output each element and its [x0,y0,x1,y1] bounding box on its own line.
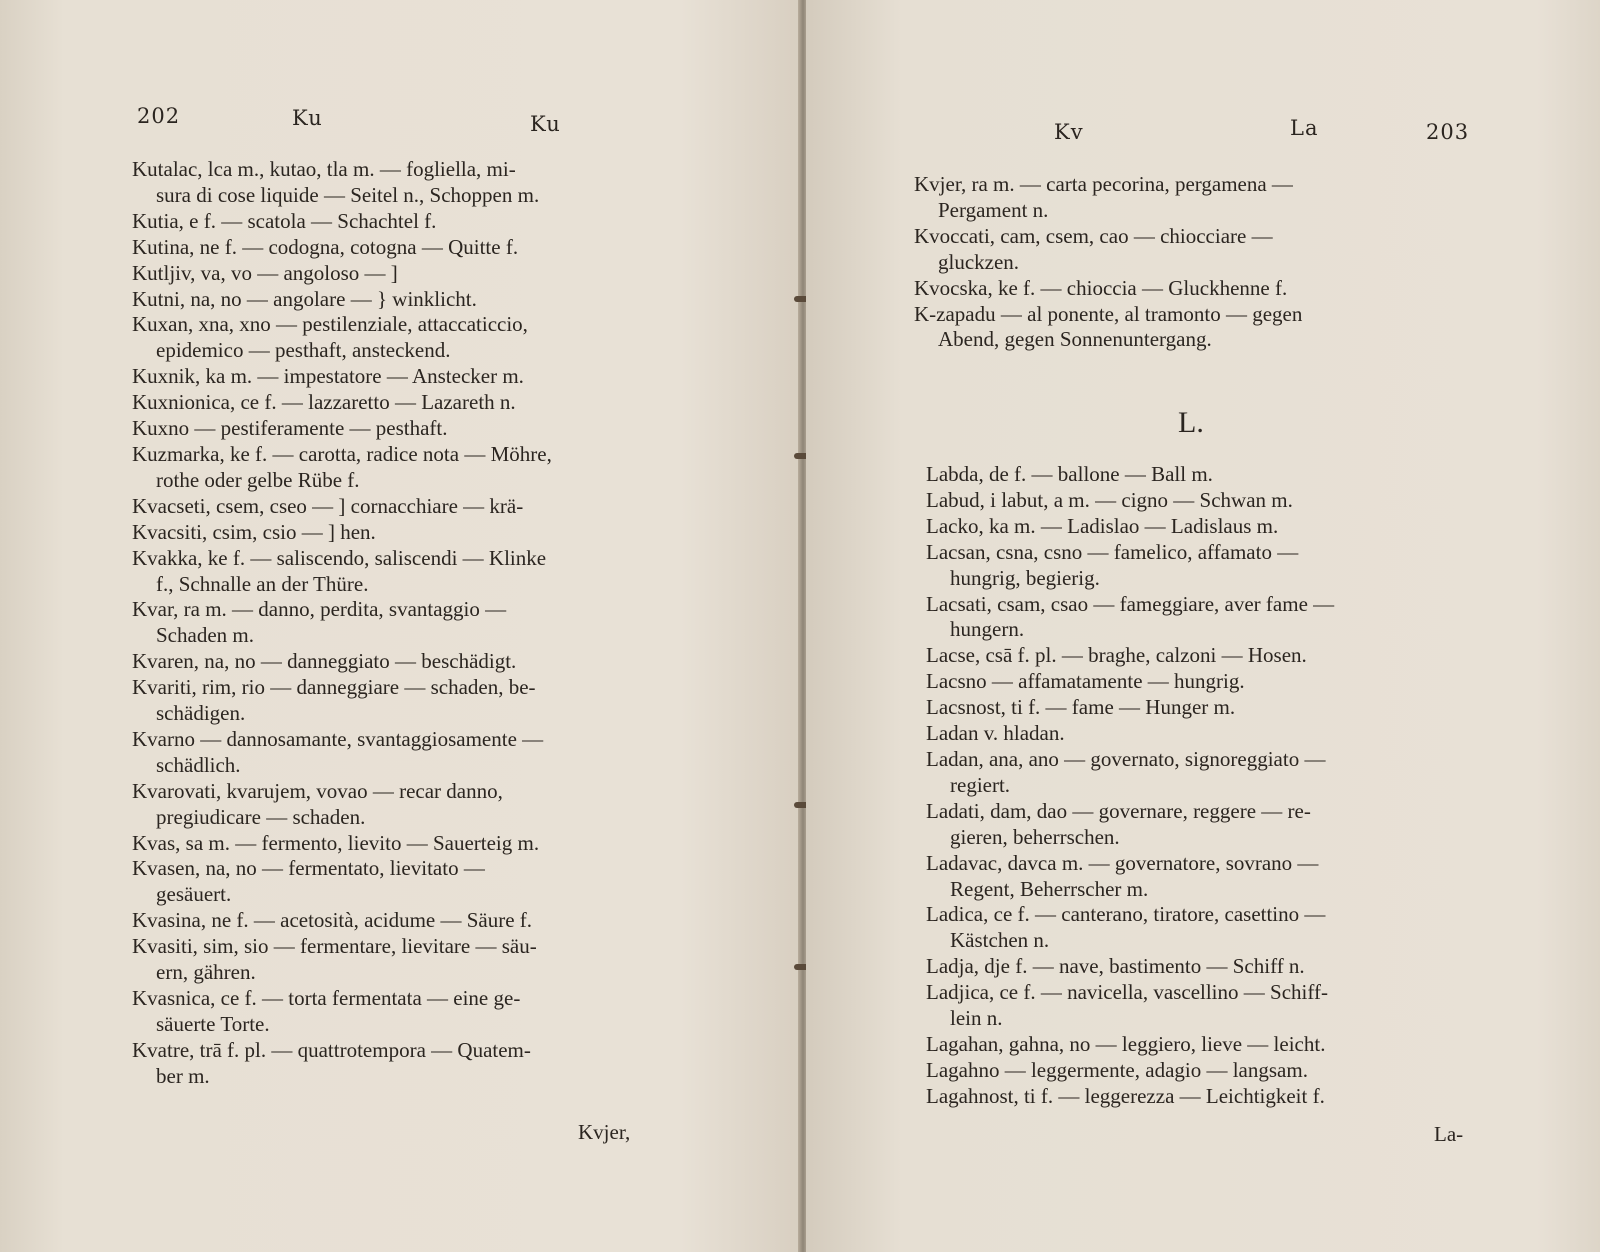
dictionary-line: Labud, i labut, a m. — cigno — Schwan m. [926,487,1293,512]
dictionary-line: Ladan, ana, ano — governato, signoreggiato — [926,746,1326,771]
dictionary-line: Ladati, dam, dao — governare, reggere — re- [926,798,1311,823]
running-head-right-b: La [1290,116,1319,140]
dictionary-line: ber m. [156,1063,210,1088]
dictionary-line: gieren, beherrschen. [950,824,1120,849]
dictionary-line: sura di cose liquide — Seitel n., Schoppen m. [156,182,540,207]
dictionary-line: Pergament n. [938,197,1049,222]
dictionary-line: Kvas, sa m. — fermento, lievito — Sauerteig m. [132,830,540,855]
dictionary-line: Lagahnost, ti f. — leggerezza — Leichtigkeit f. [926,1083,1325,1108]
dictionary-line: Kvatre, trā f. pl. — quattrotempora — Quatem- [132,1037,531,1062]
dictionary-line: Ladavac, davca m. — governatore, sovrano — [926,850,1319,875]
dictionary-line: lein n. [950,1006,1003,1031]
dictionary-line: Kvoccati, cam, csem, cao — chiocciare — [914,223,1273,248]
left-entry-list [132,157,680,1090]
dictionary-line: Kvariti, rim, rio — danneggiare — schaden, be- [132,675,536,700]
dictionary-line: Labda, de f. — ballone — Ball m. [926,462,1213,486]
dictionary-line: Ladica, ce f. — canterano, tiratore, casettino — [926,902,1326,927]
dictionary-line: epidemico — pesthaft, ansteckend. [156,338,451,363]
dictionary-line: K-zapadu — al ponente, al tramonto — gegen [914,301,1303,326]
dictionary-line: Kvarno — dannosamante, svantaggiosamente — [132,726,544,751]
dictionary-line: Kvasen, na, no — fermentato, lievitato — [132,856,485,881]
dictionary-line: Abend, gegen Sonnenuntergang. [938,327,1212,352]
dictionary-line: säuerte Torte. [156,1011,270,1036]
dictionary-line: Lacko, ka m. — Ladislao — Ladislaus m. [926,513,1279,538]
right-page [806,0,1600,1252]
dictionary-line: Kuxan, xna, xno — pestilenziale, attaccaticcio, [132,312,528,337]
dictionary-line: Kutalac, lca m., kutao, tla m. — fogliella, mi- [132,157,516,181]
dictionary-line: gluckzen. [938,249,1020,274]
dictionary-line: rothe oder gelbe Rübe f. [156,467,360,492]
dictionary-line: Kuxno — pestiferamente — pesthaft. [132,416,448,441]
dictionary-line: Lacsan, csna, csno — famelico, affamato — [926,539,1299,564]
dictionary-line: Ladan v. hladan. [926,721,1065,746]
dictionary-line: pregiudicare — schaden. [156,804,366,829]
dictionary-line: Lacsnost, ti f. — fame — Hunger m. [926,695,1236,720]
dictionary-line: Kvjer, ra m. — carta pecorina, pergamena — [914,172,1293,196]
dictionary-line: Ladja, dje f. — nave, bastimento — Schiff n. [926,954,1305,979]
dictionary-line: Kutljiv, va, vo — angoloso — ] [132,260,398,285]
dictionary-line: Kutni, na, no — angolare — } winklicht. [132,286,477,311]
dictionary-line: Lagahan, gahna, no — leggiero, lieve — leicht. [926,1031,1326,1056]
dictionary-line: Kuxnionica, ce f. — lazzaretto — Lazareth n. [132,390,516,415]
dictionary-line: Kvakka, ke f. — saliscendo, saliscendi — Klinke [132,545,547,570]
dictionary-line: Kutia, e f. — scatola — Schachtel f. [132,208,437,233]
dictionary-line: Kvocska, ke f. — chioccia — Gluckhenne f. [914,275,1288,300]
right-entry-list-top [914,172,1474,353]
dictionary-line: Lacse, csā f. pl. — braghe, calzoni — Hosen. [926,643,1307,668]
dictionary-line: Lacsno — affamatamente — hungrig. [926,669,1245,694]
dictionary-line: Lacsati, csam, csao — fameggiare, aver fame — [926,591,1335,616]
dictionary-line: Schaden m. [156,623,254,648]
dictionary-line: Kvar, ra m. — danno, perdita, svantaggio — [132,597,507,622]
dictionary-line: hungrig, begierig. [950,565,1100,590]
catchword-left: Kvjer, [578,1120,631,1144]
catchword-right: La- [1434,1122,1464,1146]
dictionary-line: Kvaren, na, no — danneggiato — beschädigt. [132,649,517,674]
dictionary-line: Kvasnica, ce f. — torta fermentata — eine ge- [132,986,521,1010]
dictionary-line: ern, gähren. [156,960,256,985]
dictionary-line: schädlich. [156,752,241,777]
running-head-left-b: Ku [530,112,561,136]
dictionary-line: gesäuert. [156,882,232,907]
dictionary-line: Kvacsiti, csim, csio — ] hen. [132,519,376,544]
dictionary-line: Regent, Beherrscher m. [950,876,1149,901]
dictionary-line: Kvasiti, sim, sio — fermentare, lievitare — säu- [132,934,537,959]
dictionary-line: Kvacseti, csem, cseo — ] cornacchiare — krä- [132,493,524,518]
dictionary-line: Ladjica, ce f. — navicella, vascellino — Schiff- [926,980,1328,1005]
dictionary-line: Lagahno — leggermente, adagio — langsam. [926,1057,1308,1082]
section-heading-L: L. [1178,406,1204,439]
dictionary-line: Kvasina, ne f. — acetosità, acidume — Säure f. [132,908,533,933]
page-number-right: 203 [1426,120,1470,144]
dictionary-line: regiert. [950,772,1011,797]
dictionary-line: hungern. [950,617,1025,642]
dictionary-line: Kutina, ne f. — codogna, cotogna — Quitte f. [132,234,519,259]
dictionary-line: Kuzmarka, ke f. — carotta, radice nota — Möhre, [132,441,552,466]
dictionary-line: schädigen. [156,701,246,726]
dictionary-line: Kvarovati, kvarujem, vovao — recar danno, [132,778,503,803]
dictionary-line: f., Schnalle an der Thüre. [156,571,369,596]
running-head-right-a: Kv [1054,120,1084,144]
running-head-left-a: Ku [292,106,323,130]
dictionary-line: Kästchen n. [950,928,1050,953]
dictionary-line: Kuxnik, ka m. — impestatore — Anstecker m. [132,364,524,389]
page-number-left: 202 [137,104,181,128]
right-entry-list-bottom [926,462,1488,1110]
